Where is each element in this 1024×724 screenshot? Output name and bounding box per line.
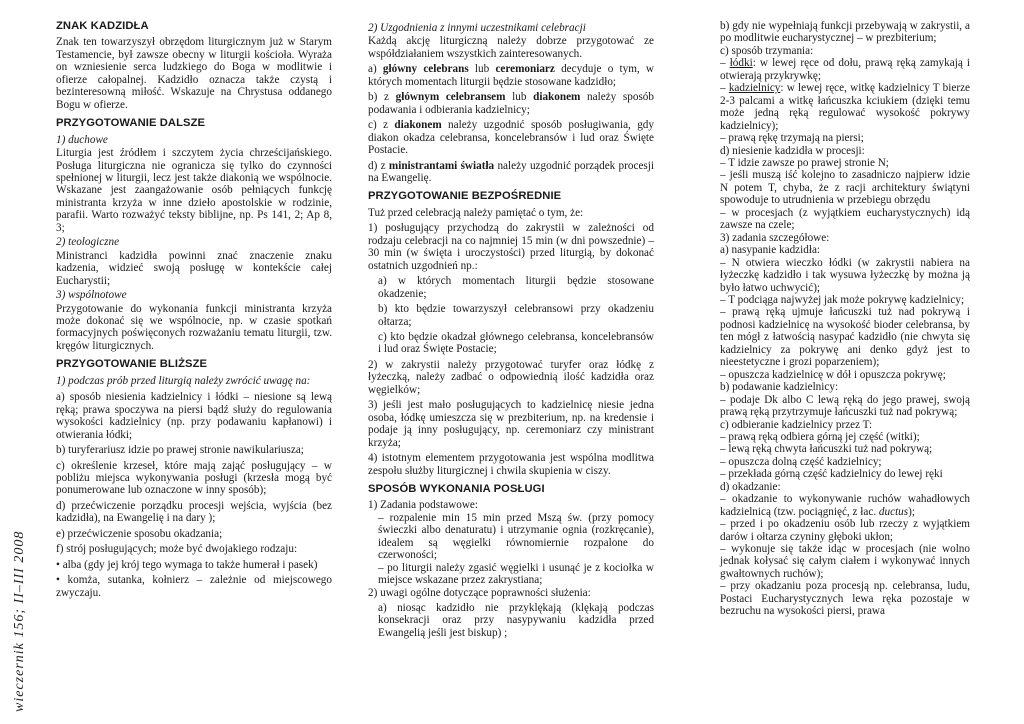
subheading-wspolnotowe: 3) wspólnotowe: [56, 289, 127, 302]
list-item-4: 4) istotnym elementem przygotowania jest wspólna modlitwa zespołu służby liturgicznej i chwila skupienia w ciszy.: [368, 452, 654, 477]
list-item-3: 3) zadania szczegółowe:: [720, 231, 830, 244]
list-item-rozpalenie: – rozpalenie min 15 min przed Mszą św. (przy pomocy świeczki albo denaturatu) i utrzymanie ognia (rozkręcanie), idealem są węgielki równomiernie rozpalone do czerwoności;: [378, 511, 654, 562]
list-item-b: b) turyferariusz idzie po prawej stronie nawikulariusza;: [56, 444, 304, 457]
list-item-d: d) niesienie kadzidła w procesji:: [720, 144, 865, 157]
paragraph-teologiczne: Ministranci kadzidła powinni znać znaczenie znaku kadzenia, widzieć swoją posługę w kontekście całej Eucharystii;: [56, 249, 332, 287]
column-right: [720, 20, 970, 618]
subheading-proby: 1) podczas prób przed liturgią należy zwrócić uwagę na:: [56, 374, 311, 387]
list-item-dd3: – wykonuje się także idąc w procesjach (nie wolno jednak kołysać się całym ciałem i wykonywać innych gwałtownych ruchów);: [720, 543, 970, 580]
list-item-cc2: – lewą ręką chwyta łańcuszki tuż nad pokrywą;: [720, 443, 933, 456]
section-heading-sposob: SPOSÓB WYKONANIA POSŁUGI: [368, 482, 545, 495]
paragraph-wspolnotowe: Przygotowanie do wykonania funkcji ministranta krzyża może dokonać się we wspólnocie, np. w czasie spotkań formacyjnych poświęconych rozważaniu tematu liturgii, tzw. kręgów liturgicznych.: [56, 302, 332, 352]
paragraph-intro: Znak ten towarzyszył obrzędom liturgicznym już w Starym Testamencie, był zawsze obecny w liturgii kościoła. Wyraża on wzniesienie serca ludzkiego do Boga w modlitwie i ofierze całopalnej. Kadzidło oznacza także czystą i bezinteresowną miłość. Wskazuje na Chrystusa oddanego Bogu w ofierze.: [56, 36, 332, 111]
list-item-a: a) nasypanie kadzidła:: [720, 244, 821, 257]
list-item-cc4: – przekłada górną część kadzielnicy do lewej ręki: [720, 468, 943, 481]
list-item-c: c) określenie krzeseł, które mają zająć posługujący – w pobliżu miejsca wykonywania posługi (krzesła mogą być ponumerowane lub oznaczone w inny sposób);: [56, 459, 333, 497]
subheading-duchowe: 1) duchowe: [56, 133, 108, 146]
bullet-komza: • komża, sutanka, kołnierz – zależnie od miejscowego zwyczaju.: [56, 574, 332, 599]
section-heading-blizsze: PRZYGOTOWANIE BLIŻSZE: [56, 358, 208, 371]
list-item-kadzielnica: – kadzielnicy: w lewej ręce, witkę kadzielnicy T bierze 2-3 palcami a witkę łańcuszka kciukiem (dzięki temu może jedną ręką regulować wysokość pokrywy kadzielnicy);: [720, 82, 970, 132]
list-item-cc3: – opuszcza dolną część kadzielnicy;: [720, 455, 882, 468]
list-item-d2: – jeśli muszą iść kolejno to zasadniczo najpierw idzie N potem T, chyba, że z racji architektury świątyni spowoduje to utrudnienia w przebiegu obrzędu: [720, 169, 970, 207]
list-item-bb1: – podaje Dk albo C lewą ręką do jego prawej, swoją prawą ręką przytrzymuje łańcuszki tuż nad pokrywą;: [720, 393, 970, 419]
list-item-1c: c) kto będzie okadzał głównego celebransa, koncelebransów i lud oraz Święte Postacie;: [378, 330, 654, 356]
list-item-1: 1) posługujący przychodzą do zakrystii w zależności od rodzaju celebracji na co najmniej 15 min (w dni powszednie) – 30 min (w święta i uroczystości) przed liturgią, by dokonać ostatnich uzgodnień np.:: [368, 222, 654, 272]
list-item-1b: b) kto będzie towarzyszył celebransowi przy okadzeniu ołtarza;: [378, 303, 654, 328]
list-item-zadania: 1) Zadania podstawowe:: [368, 499, 478, 512]
list-item-a: a) główny celebrans lub ceremoniarz decyduje o tym, w których momentach liturgii będzie stosowane kadzidło;: [368, 63, 654, 88]
bullet-alba: • alba (gdy jej krój tego wymaga to także humerał i pasek): [56, 558, 318, 571]
section-heading-bezposrednie: PRZYGOTOWANIE BEZPOŚREDNIE: [368, 190, 562, 203]
column-left: [56, 20, 332, 599]
list-item-e: e) przećwiczenie sposobu okadzania;: [56, 527, 223, 540]
list-item-d: d) przećwiczenie porządku procesji wejścia, wyjścia (bez kadzidła), na Ewangelię i na dary );: [56, 499, 332, 525]
list-item-a3: – prawą ręką ujmuje łańcuszki tuż nad pokrywą i podnosi kadzielnicę na wysokość bioder celebransa, by ten mógł z łatwością nasypać kadzidło (nie chwyta się kadzielnicy za pokrywę ani denko gdyż jest to nieestetyczne i grozi poparzeniem);: [720, 306, 970, 369]
list-item-b: b) gdy nie wypełniają funkcji przebywają w zakrystii, a po modlitwie eucharystycznej – w prezbiterium;: [720, 20, 970, 45]
list-item-dd: d) okadzanie:: [720, 480, 781, 493]
list-item-lodka: – łódki: w lewej ręce od dołu, prawą ręką zamykają i otwierają przykrywkę;: [720, 57, 970, 82]
subheading-uzgodnienia: 2) Uzgodnienia z innymi uczestnikami celebracji: [368, 22, 586, 34]
list-item-f: f) strój posługujących; może być dwojakiego rodzaju:: [56, 543, 298, 556]
list-item-a4: – opuszcza kadzielnicę w dół i opuszcza pokrywę;: [720, 368, 946, 381]
list-item-dd1: – okadzanie to wykonywanie ruchów wahadłowych kadzielnicą (tzw. pociągnięć, z łac. ductus);: [720, 493, 970, 518]
list-item-bb: b) podawanie kadzielnicy:: [720, 381, 839, 394]
list-item-d: d) z ministrantami światła należy uzgodnić porządek procesji na Ewangelię.: [368, 159, 654, 184]
list-item-dd4: – przy okadzaniu poza procesją np. celebransa, ludu, Postaci Eucharystycznych lewa ręka pozostaje w bezruchu na wysokości piersi, prawa: [720, 580, 970, 618]
list-item-cc1: – prawą ręką odbiera górną jej część (witki);: [720, 430, 920, 443]
column-middle: [368, 20, 654, 639]
list-item-uwagi: 2) uwagi ogólne dotyczące poprawności służenia:: [368, 586, 591, 599]
section-heading-znak: ZNAK KADZIDŁA: [56, 20, 149, 32]
section-heading-dalsze: PRZYGOTOWANIE DALSZE: [56, 117, 206, 130]
list-item-d1: – T idzie zawsze po prawej stronie N;: [720, 156, 889, 169]
subheading-teologiczne: 2) teologiczne: [56, 236, 120, 249]
list-item-c: c) sposób trzymania:: [720, 44, 814, 57]
list-item-uwagi-a: a) niosąc kadzidło nie przyklękają (klękają podczas konsekracji oraz przy nasypywaniu kadzidła przed Ewangelią jeśli jest biskup) ;: [378, 602, 654, 639]
list-item-cc: c) odbieranie kadzielnicy przez T:: [720, 418, 873, 431]
list-item-1a: a) w których momentach liturgii będzie stosowane okadzenie;: [378, 275, 654, 300]
side-label: wieczernik 156; II–III 2008: [12, 530, 27, 712]
list-item-dd2: – przed i po okadzeniu osób lub rzeczy z wyjątkiem darów i ołtarza czyniny głęboki ukłon;: [720, 518, 970, 543]
paragraph-bezposrednie: Tuż przed celebracją należy pamiętać o tym, że:: [368, 206, 584, 219]
paragraph-uzgodnienia: Każdą akcję liturgiczną należy dobrze przygotować ze współdziałaniem wszystkich zainteresowanych.: [368, 35, 654, 60]
list-item-a2: – T podciąga najwyżej jak może pokrywę kadzielnicy;: [720, 293, 965, 306]
list-item-po-liturgii: – po liturgii należy zgasić węgielki i usunąć je z kociołka w miejsce wskazane przez zakrystiana;: [378, 561, 654, 587]
list-item-c: c) z diakonem należy uzgodnić sposób posługiwania, gdy diakon okadza celebransa, koncelebransów i lud oraz Święte Postacie.: [368, 119, 654, 157]
paragraph-duchowe: Liturgia jest źródłem i szczytem życia chrześcijańskiego. Posługa liturgiczna nie ogranicza się tylko do czynności spełnionej w liturgii, lecz jest także diakonią we wspólnocie. Wskazane jest zaangażowanie osób pełniących funkcję ministranta krzyża w inne dzieło apostolskie w rodzinie, parafii. Warto rozważyć teksty biblijne, np. Ps 141, 2; Ap 8, 3;: [56, 147, 332, 234]
list-item-2: 2) w zakrystii należy przygotować turyfer oraz łódkę z łyżeczką, należy zadbać o odpowiednią ilość kadzidła oraz węgielków;: [368, 358, 654, 396]
list-item-a: a) sposób niesienia kadzielnicy i łódki – niesione są lewą ręką; prawa spoczywa na piersi bądź służy do regulowania wysokości kadzielnicy (np. przy podawaniu kapłanowi) i otwierania łódki;: [56, 391, 333, 441]
list-item-d3: – w procesjach (z wyjątkiem eucharystycznych) idą zawsze na czele;: [720, 206, 970, 232]
list-item-a1: – N otwiera wieczko łódki (w zakrystii nabiera na łyżeczkę kadzidło i tak wysuwa łyżeczkę by można ją było łatwo uchwycić);: [720, 256, 970, 294]
list-item-prawa-reka: – prawą rękę trzymają na piersi;: [720, 132, 864, 145]
list-item-b: b) z głównym celebransem lub diakonem należy sposób podawania i odbierania kadzielnicy;: [368, 91, 654, 116]
list-item-3: 3) jeśli jest mało posługujących to kadzielnicę niesie jedna osoba, łódkę umieszcza się w prezbiterium, np. na kredensie i podaje ją inny posługujący, np. ceremoniarz czy ministrant krzyża;: [368, 399, 654, 449]
